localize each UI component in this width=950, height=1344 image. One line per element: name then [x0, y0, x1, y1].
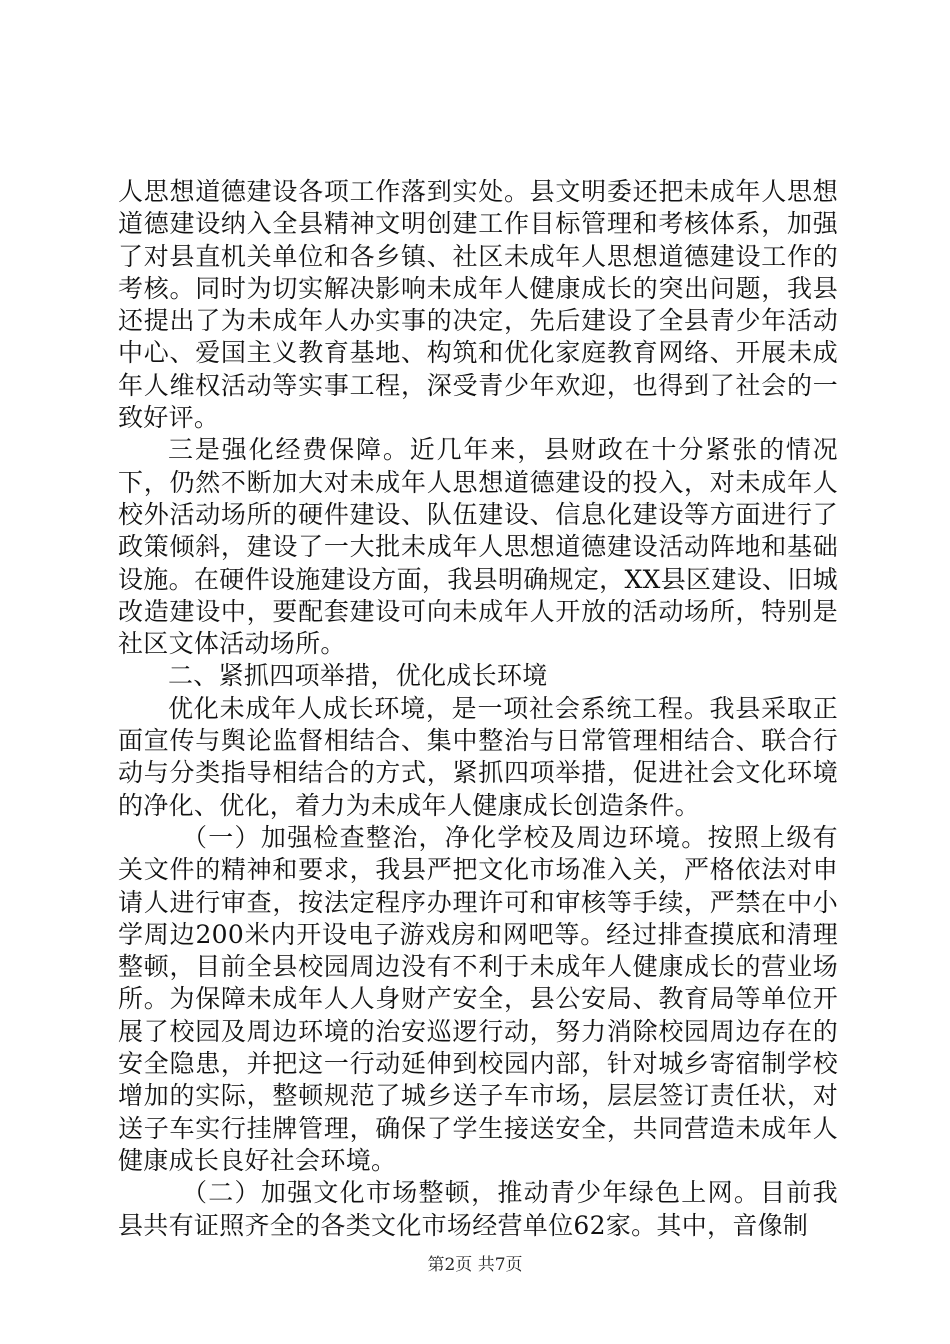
page-footer: 第2页 共7页	[427, 1255, 523, 1275]
paragraph-cultural-market: （二）加强文化市场整顿，推动青少年绿色上网。目前我县共有证照齐全的各类文化市场经营单位62家。其中，音像制	[118, 1178, 838, 1240]
document-body	[118, 176, 838, 1242]
paragraph-continuation: 人思想道德建设各项工作落到实处。县文明委还把未成年人思想道德建设纳入全县精神文明创建工作目标管理和考核体系，加强了对县直机关单位和各乡镇、社区未成年人思想道德建设工作的考核。同时为切实解决影响未成年人健康成长的突出问题，我县还提出了为未成年人办实事的决定，先后建设了全县青少年活动中心、爱国主义教育基地、构筑和优化家庭教育网络、开展未成年人维权活动等实事工程，深受青少年欢迎，也得到了社会的一致好评。	[118, 177, 838, 433]
section-heading: 二、紧抓四项举措，优化成长环境	[168, 661, 548, 691]
paragraph-funding-guarantee: 三是强化经费保障。近几年来，县财政在十分紧张的情况下，仍然不断加大对未成年人思想道德建设的投入，对未成年人校外活动场所的硬件建设、队伍建设、信息化建设等方面进行了政策倾斜，建设了一大批未成年人思想道德建设活动阵地和基础设施。在硬件设施建设方面，我县明确规定，XX县区建设、旧城改造建设中，要配套建设可向未成年人开放的活动场所，特别是社区文体活动场所。	[118, 435, 838, 659]
paragraph-environment-intro: 优化未成年人成长环境，是一项社会系统工程。我县采取正面宣传与舆论监督相结合、集中整治与日常管理相结合、联合行动与分类指导相结合的方式，紧抓四项举措，促进社会文化环境的净化、优化，着力为未成年人健康成长创造条件。	[118, 693, 838, 820]
paragraph-school-surroundings: （一）加强检查整治，净化学校及周边环境。按照上级有关文件的精神和要求，我县严把文化市场准入关，严格依法对申请人进行审查，按法定程序办理许可和审核等手续，严禁在中小学周边200米内开设电子游戏房和网吧等。经过排查摸底和清理整顿，目前全县校园周边没有不利于未成年人健康成长的营业场所。为保障未成年人人身财产安全，县公安局、教育局等单位开展了校园及周边环境的治安巡逻行动，努力消除校园周边存在的安全隐患，并把这一行动延伸到校园内部，针对城乡寄宿制学校增加的实际，整顿规范了城乡送子车市场，层层签订责任状，对送子车实行挂牌管理，确保了学生接送安全，共同营造未成年人健康成长良好社会环境。	[118, 822, 838, 1175]
